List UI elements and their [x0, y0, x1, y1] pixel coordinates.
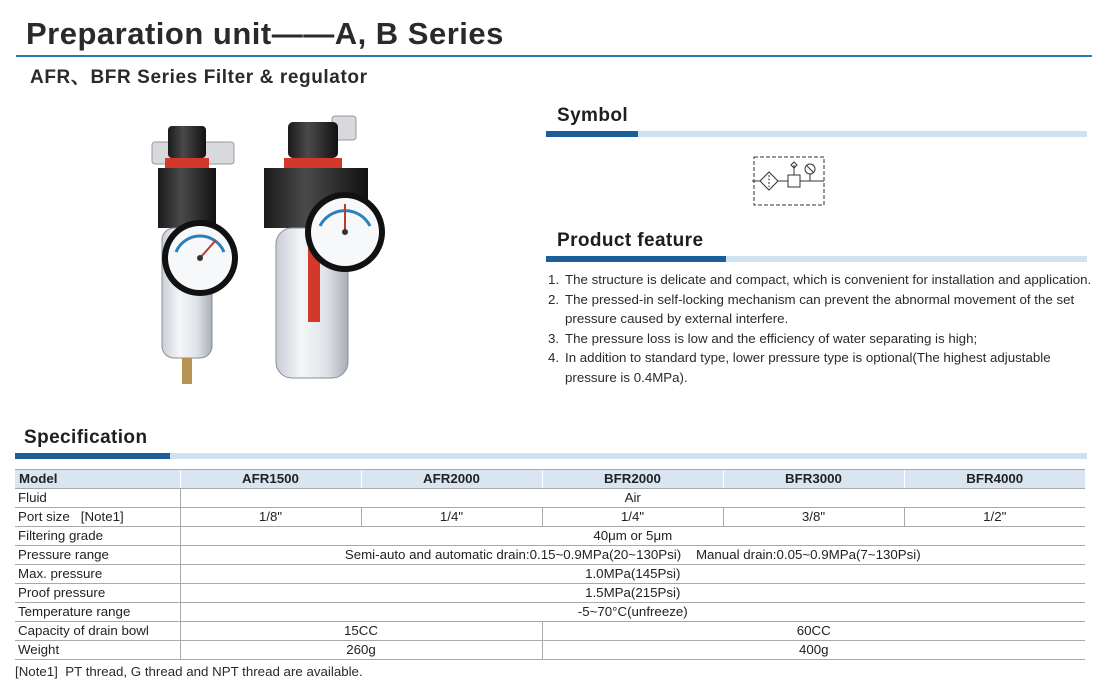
table-cell: 260g	[180, 641, 542, 660]
afr-unit	[152, 126, 238, 384]
row-label: Pressure range	[15, 546, 180, 565]
header-cell: BFR4000	[904, 470, 1085, 489]
symbol-heading-bar	[546, 131, 1087, 137]
table-cell: 1/4"	[361, 508, 542, 527]
product-photo	[140, 112, 400, 392]
page-subtitle: AFR、BFR Series Filter & regulator	[30, 67, 368, 88]
table-row	[15, 508, 1085, 527]
symbol-heading: Symbol	[557, 105, 629, 126]
table-cell: 1/2"	[904, 508, 1085, 527]
table-row	[15, 603, 1085, 622]
feature-item: 4. In addition to standard type, lower pressure type is optional(The highest adjustable pressure is 0.4MPa).	[548, 350, 1051, 385]
table-cell: 1/4"	[542, 508, 723, 527]
header-cell: BFR3000	[723, 470, 904, 489]
table-row	[15, 622, 1085, 641]
table-cell: 1.0MPa(145Psi)	[180, 565, 1085, 584]
table-cell: 1/8"	[180, 508, 361, 527]
table-cell: 40μm or 5μm	[180, 527, 1085, 546]
table-row	[15, 565, 1085, 584]
bfr-unit	[264, 116, 385, 378]
table-cell: 1.5MPa(215Psi)	[180, 584, 1085, 603]
table-cell: Air	[180, 489, 1085, 508]
row-label: Temperature range	[15, 603, 180, 622]
row-label: Weight	[15, 641, 180, 660]
spec-table	[15, 469, 1085, 660]
table-cell: Semi-auto and automatic drain:0.15~0.9MPa(20~130Psi) Manual drain:0.05~0.9MPa(7~130Psi)	[180, 546, 1085, 565]
header-cell: Model	[15, 470, 180, 489]
table-header-row	[15, 470, 1085, 489]
table-row	[15, 641, 1085, 660]
spec-heading-bar	[15, 453, 1087, 459]
header-cell: AFR1500	[180, 470, 361, 489]
table-row	[15, 489, 1085, 508]
feature-heading-bar	[546, 256, 1087, 262]
feature-item: 2. The pressed-in self-locking mechanism can prevent the abnormal movement of the set pressure caused by external interfere.	[548, 291, 1075, 327]
table-cell: 400g	[542, 641, 1085, 660]
table-cell: 3/8"	[723, 508, 904, 527]
table-cell: 60CC	[542, 622, 1085, 641]
table-row	[15, 546, 1085, 565]
footnote: [Note1] PT thread, G thread and NPT thread are available.	[15, 664, 363, 679]
row-label: Fluid	[15, 489, 180, 508]
header-cell: BFR2000	[542, 470, 723, 489]
row-label: Port size [Note1]	[15, 508, 180, 527]
row-label: Filtering grade	[15, 527, 180, 546]
feature-list	[548, 270, 1096, 388]
page-title: Preparation unit——A, B Series	[26, 16, 504, 51]
row-label: Proof pressure	[15, 584, 180, 603]
pneumatic-symbol	[752, 155, 826, 207]
feature-item: 3. The pressure loss is low and the efficiency of water separating is high;	[548, 330, 978, 346]
header-cell: AFR2000	[361, 470, 542, 489]
table-row	[15, 527, 1085, 546]
table-row	[15, 584, 1085, 603]
row-label: Max. pressure	[15, 565, 180, 584]
feature-heading: Product feature	[557, 230, 704, 251]
row-label: Capacity of drain bowl	[15, 622, 180, 641]
table-cell: -5~70°C(unfreeze)	[180, 603, 1085, 622]
spec-heading: Specification	[24, 427, 148, 448]
title-divider	[16, 55, 1092, 57]
table-cell: 15CC	[180, 622, 542, 641]
feature-item: 1. The structure is delicate and compact, which is convenient for installation and application.	[548, 272, 1092, 287]
